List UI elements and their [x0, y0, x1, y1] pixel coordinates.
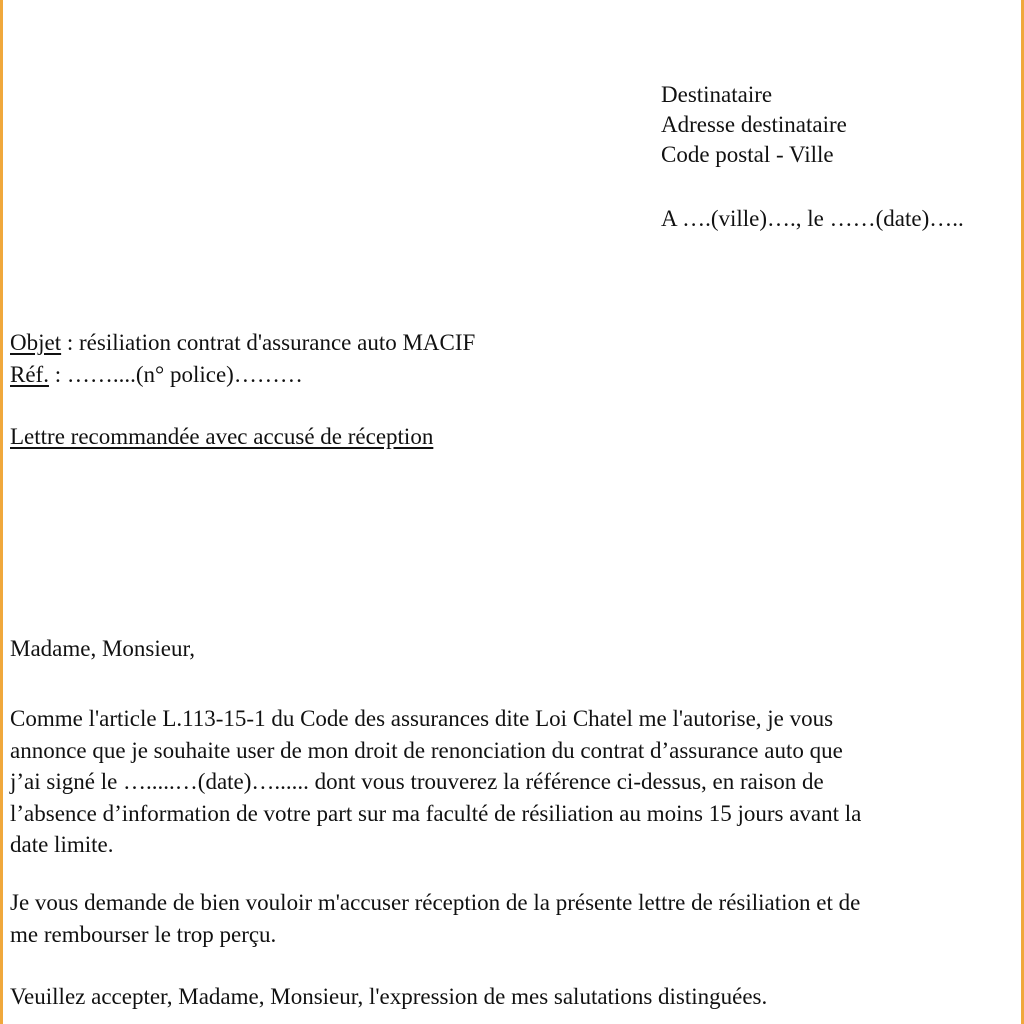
recipient-address: Adresse destinataire	[661, 112, 847, 137]
paragraph-line: Comme l'article L.113-15-1 du Code des assurances dite Loi Chatel me l'autorise, je vous	[10, 706, 834, 731]
paragraph-line: annonce que je souhaite user de mon droit de renonciation du contrat d’assurance auto que	[10, 737, 843, 763]
recipient-block	[661, 80, 847, 170]
paragraph-line: j’ai signé le ….....…(date)…...... dont vous trouverez la référence ci-dessus, en raison de	[10, 769, 824, 794]
paragraph-line: date limite.	[10, 832, 114, 857]
salutation: Madame, Monsieur,	[10, 636, 195, 661]
recipient-city: Code postal - Ville	[661, 142, 834, 167]
body-paragraph-1	[10, 704, 861, 862]
paragraph-line: Je vous demande de bien vouloir m'accuser réception de la présente lettre de résiliation et de	[10, 890, 861, 915]
paragraph-line: me rembourser le trop perçu.	[10, 921, 277, 947]
paragraph-line: l’absence d’information de votre part sur ma faculté de résiliation au moins 15 jours avant la	[10, 800, 862, 826]
reference-label: Réf.	[10, 362, 49, 387]
subject-block	[10, 328, 475, 392]
closing-formula: Veuillez accepter, Madame, Monsieur, l'expression de mes salutations distinguées.	[10, 984, 768, 1009]
subject-label: Objet	[10, 330, 62, 355]
subject-text: : résiliation contrat d'assurance auto MACIF	[61, 330, 476, 355]
reference-line	[10, 360, 475, 392]
recipient-name: Destinataire	[661, 82, 773, 107]
place-date-line: A ….(ville)…., le ……(date)…..	[661, 206, 964, 231]
registered-letter-mention: Lettre recommandée avec accusé de réception	[10, 424, 434, 449]
subject-line	[10, 328, 475, 360]
body-paragraph-2	[10, 888, 860, 951]
reference-text: : ……....(n° police)………	[48, 362, 303, 387]
